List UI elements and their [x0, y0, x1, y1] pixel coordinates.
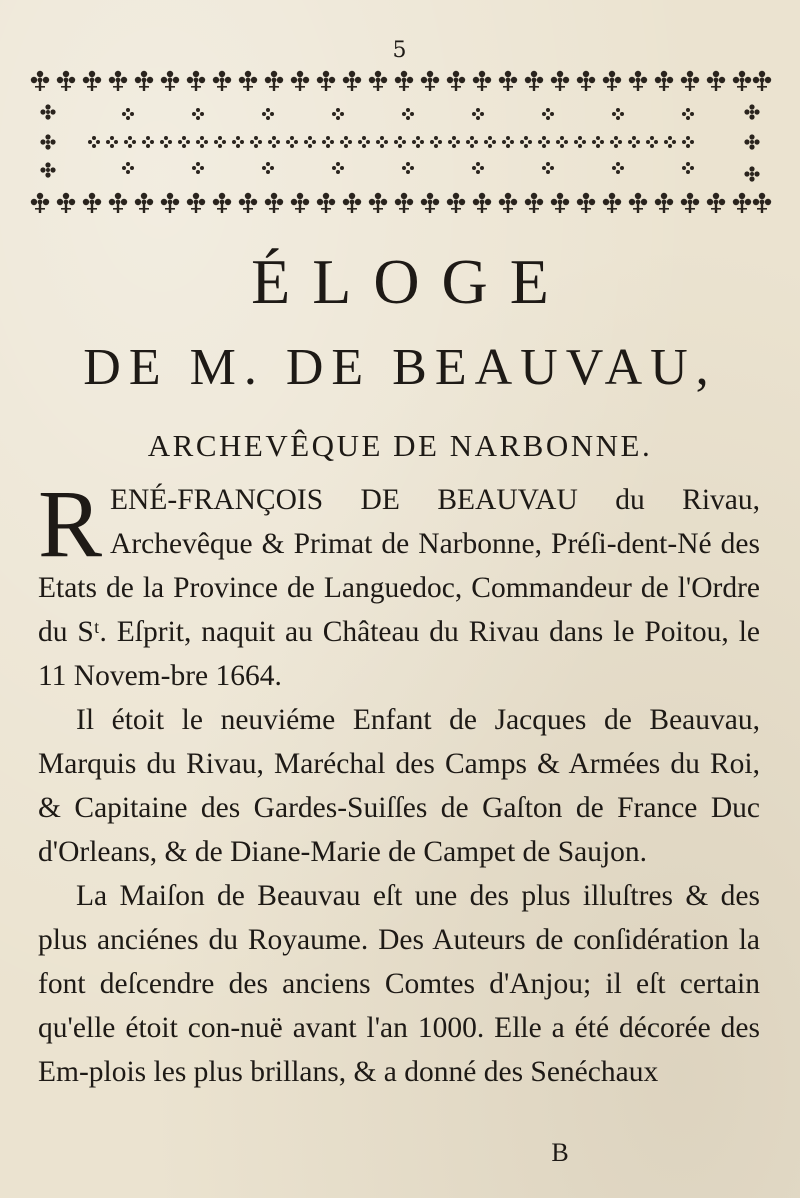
signature-mark: B [551, 1138, 569, 1167]
ornament-row-dense [40, 134, 759, 149]
paragraph-1-text: ENÉ-FRANÇOIS DE BEAUVAU du Rivau, Archevêque & Primat de Narbonne, Préſi-dent-Né des Etats de la Province de Languedoc, Commandeur de l'Ordre du Sᵗ. Eſprit, naquit au Château du Rivau dans le Poitou, le 11 Novem-bre 1664. [38, 484, 760, 692]
paragraph-2: Il étoit le neuviéme Enfant de Jacques de Beauvau, Marquis du Rivau, Maréchal des Camps & Armées du Roi, & Capitaine des Gardes-Suiſſes de Gaſton de France Duc d'Orleans, & de Diane-Marie de Campet de Saujon. [38, 704, 760, 868]
page-number: 5 [392, 38, 408, 63]
ornament-row-sparse-1 [40, 104, 759, 120]
paragraph-3: La Maiſon de Beauvau eſt une des plus illuſtres & des plus anciénes du Royaume. Des Auteurs de conſidération la font deſcendre des anciens Comtes d'Anjou; il eſt certain qu'elle étoit con-nuë avant l'an 1000. Elle a été décorée des Em-plois les plus brillans, & a donné des Senéchaux [38, 880, 760, 1088]
paragraph-1 [38, 470, 760, 698]
drop-capital: R [38, 470, 103, 577]
title-subject: DE M. DE BEAUVAU, [83, 339, 717, 396]
ornament-row-top [31, 71, 771, 91]
ornament-row-sparse-2 [40, 162, 759, 182]
body-text [38, 470, 760, 1094]
ornament-row-bottom [31, 193, 771, 213]
fleuron-border-ornament [28, 62, 772, 222]
title-office: ARCHEVÊQUE DE NARBONNE. [147, 428, 653, 463]
title-eloge: ÉLOGE [251, 246, 571, 317]
